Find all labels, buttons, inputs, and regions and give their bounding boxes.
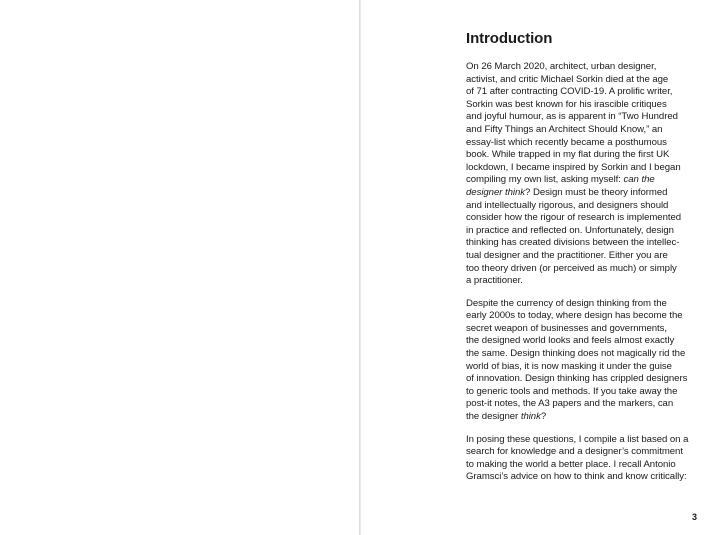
text-line: post-it notes, the A3 papers and the markers, can — [466, 398, 674, 410]
left-page-blank — [0, 0, 359, 535]
italic-text: think — [520, 411, 541, 423]
text-line: In posing these questions, I compile a list based on a — [466, 433, 689, 445]
text-line: search for knowledge and a designer’s commitment — [466, 446, 683, 458]
text-line: Gramsci’s advice on how to think and know critically: — [466, 471, 687, 483]
text-line: Despite the currency of design thinking from the — [466, 297, 667, 309]
text-line: the designed world looks and feels almost exactly — [466, 335, 675, 347]
text-line: and joyful humour, as is apparent in “Two Hundred — [466, 111, 678, 123]
text-line: in practice and reflected on. Unfortunately, design — [466, 224, 674, 236]
text-line: secret weapon of businesses and governments, — [466, 322, 667, 334]
paragraph-1 — [466, 61, 698, 288]
text-line: lockdown, I became inspired by Sorkin and I began — [466, 161, 681, 173]
text-line: the same. Design thinking does not magically rid the — [466, 348, 686, 360]
text-segment: compiling my own list, asking myself: — [466, 174, 624, 186]
text-line: essay-list which recently became a posthumous — [466, 136, 667, 148]
text-line: and intellectually rigorous, and designers should — [466, 199, 669, 211]
text-line: early 2000s to today, where design has become the — [466, 310, 683, 322]
text-line: thinking has created divisions between the intellec- — [466, 237, 680, 249]
text-line: of 71 after contracting COVID-19. A prolific writer, — [466, 86, 673, 98]
page-content — [466, 30, 698, 494]
italic-text: designer think — [466, 186, 526, 198]
text-line: to generic tools and methods. If you take away the — [466, 385, 678, 397]
text-line: book. While trapped in my flat during the first UK — [466, 149, 670, 161]
text-line: too theory driven (or perceived as much) or simply — [466, 262, 677, 274]
text-line: and Fifty Things an Architect Should Know,” an — [466, 123, 663, 135]
text-line: Sorkin was best known for his irascible critiques — [466, 98, 667, 110]
text-line: world of bias, it is now masking it under the guise — [466, 360, 672, 372]
text-line: consider how the rigour of research is implemented — [466, 212, 682, 224]
text-line: a practitioner. — [466, 275, 523, 287]
page-number: 3 — [691, 512, 697, 522]
text-line: tual designer and the practitioner. Either you are — [466, 249, 668, 261]
text-segment: ? Design must be theory informed — [525, 186, 668, 198]
page-title: Introduction — [466, 30, 553, 47]
text-segment: ? — [540, 411, 547, 423]
right-page — [361, 0, 720, 535]
text-line: to making the world a better place. I recall Antonio — [466, 458, 676, 470]
paragraph-2 — [466, 298, 698, 424]
paragraph-3 — [466, 434, 698, 484]
text-line — [466, 411, 698, 424]
text-line: activist, and critic Michael Sorkin died at the age — [466, 73, 669, 85]
text-line — [466, 187, 698, 200]
text-line: On 26 March 2020, architect, urban designer, — [466, 61, 657, 72]
italic-text: can the — [623, 174, 655, 186]
text-line: of innovation. Design thinking has crippled designers — [466, 373, 688, 385]
text-line — [466, 174, 698, 187]
text-segment: the designer — [466, 411, 521, 423]
